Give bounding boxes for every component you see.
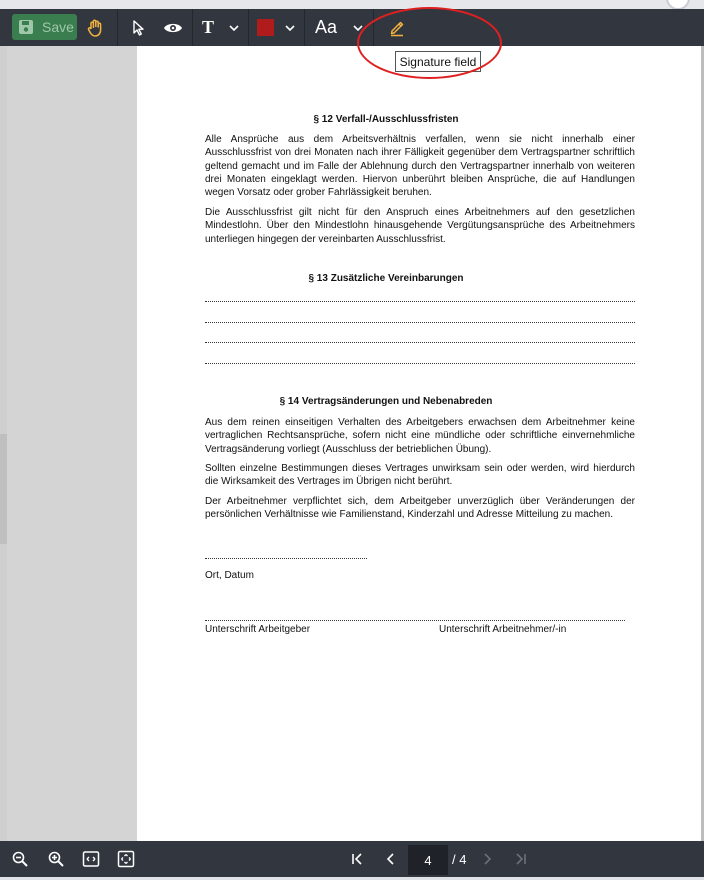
- section-14-paragraph-2: Sollten einzelne Bestimmungen dieses Vertrages unwirksam sein oder werden, wird hierdurch die Wirksamkeit des Vertrages im Übrigen nicht berührt.: [205, 463, 635, 488]
- text-tool-button[interactable]: T: [201, 17, 214, 37]
- section-13-heading: § 13 Zusätzliche Vereinbarungen: [308, 273, 464, 284]
- blank-line-4: [205, 362, 635, 364]
- highlight-ellipse: [357, 7, 502, 79]
- fit-page-button[interactable]: [114, 841, 138, 877]
- place-date-line: [205, 557, 367, 559]
- sidebar-toggle-handle[interactable]: [0, 434, 7, 544]
- cursor-arrow-icon: [132, 20, 146, 36]
- place-date-label: Ort, Datum: [205, 570, 254, 581]
- section-14-heading: § 14 Vertragsänderungen und Nebenabreden: [279, 396, 493, 407]
- preview-button[interactable]: [161, 9, 185, 46]
- fit-width-icon: [82, 850, 100, 868]
- section-14-paragraph-1: Aus dem reinen einseitigen Verhalten des Arbeitgebers erwachsen dem Arbeitnehmer keine vertraglichen Rechtsansprüche, sofern nicht eine mündliche oder schriftliche einvernehmliche Vertragsänderung vorliegt (Ausschluss der betrieblichen Übung).: [205, 417, 635, 455]
- editor-toolbar: [0, 9, 704, 46]
- bottom-navigation-bar: [0, 841, 704, 877]
- page-number-input[interactable]: 4: [408, 845, 448, 875]
- zoom-in-icon: [47, 850, 65, 868]
- blank-line-2: [205, 321, 635, 323]
- color-picker-dropdown[interactable]: [282, 9, 298, 46]
- window-top-strip: [0, 0, 704, 9]
- last-page-button[interactable]: [510, 841, 532, 877]
- blank-line-3: [205, 341, 635, 343]
- chevron-down-icon: [285, 25, 295, 31]
- select-tool-button[interactable]: [128, 9, 150, 46]
- eye-icon: [163, 21, 183, 35]
- left-sidebar-edge[interactable]: [0, 46, 7, 841]
- next-page-button[interactable]: [476, 841, 498, 877]
- hand-tool-button[interactable]: [84, 9, 108, 46]
- page-total-label: / 4: [452, 851, 467, 867]
- fit-page-icon: [117, 850, 135, 868]
- font-button[interactable]: Aa: [314, 17, 338, 37]
- section-12-heading: § 12 Verfall-/Ausschlussfristen: [313, 114, 459, 125]
- first-page-icon: [350, 853, 364, 865]
- section-12-paragraph-1: Alle Ansprüche aus dem Arbeitsverhältnis verfallen, wenn sie nicht innerhalb einer Ausschlussfrist von drei Monaten nach ihrer Fälligkeit gegenüber dem Vertragspartner schriftlich geltend gemacht und im Falle der Ablehnung durch den Vertragspartner innerhalb von weiteren drei Monaten eingeklagt werden. Hiervon unberührt bleiben Ansprüche, die auf Handlungen wegen Vorsatz oder grober Fahrlässigkeit beruhen.: [205, 134, 635, 199]
- first-page-button[interactable]: [346, 841, 368, 877]
- zoom-out-button[interactable]: [8, 841, 32, 877]
- section-14-paragraph-3: Der Arbeitnehmer verpflichtet sich, dem Arbeitgeber unverzüglich über Veränderungen der persönlichen Verhältnisse wie Familienstand, Kinderzahl und Adresse Mitteilung zu machen.: [205, 496, 635, 521]
- color-swatch: [257, 19, 274, 36]
- signature-field-tooltip: Signature field: [395, 51, 481, 72]
- employer-signature-label: Unterschrift Arbeitgeber: [205, 624, 311, 635]
- hand-icon: [86, 18, 106, 38]
- blank-line-1: [205, 300, 635, 302]
- previous-page-button[interactable]: [380, 841, 402, 877]
- save-button-label: Save: [42, 19, 74, 35]
- chevron-left-icon: [386, 853, 396, 865]
- floppy-disk-icon: [18, 19, 34, 35]
- chevron-right-icon: [482, 853, 492, 865]
- fit-width-button[interactable]: [79, 841, 103, 877]
- color-picker-button[interactable]: [255, 9, 275, 46]
- zoom-out-icon: [11, 850, 29, 868]
- zoom-in-button[interactable]: [44, 841, 68, 877]
- last-page-icon: [514, 853, 528, 865]
- section-12-paragraph-2: Die Ausschlussfrist gilt nicht für den Anspruch eines Arbeitnehmers auf den gesetzlichen Mindestlohn. Über den Mindestlohn hinausgehende Vergütungsansprüche des Arbeitnehmers unterliegen hingegen der vereinbarten Ausschlussfrist.: [205, 207, 635, 245]
- save-button[interactable]: [12, 14, 77, 40]
- chevron-down-icon: [229, 25, 239, 31]
- signature-line: [205, 619, 625, 621]
- text-tool-dropdown[interactable]: [226, 9, 242, 46]
- employee-signature-label: Unterschrift Arbeitnehmer/-in: [439, 624, 567, 635]
